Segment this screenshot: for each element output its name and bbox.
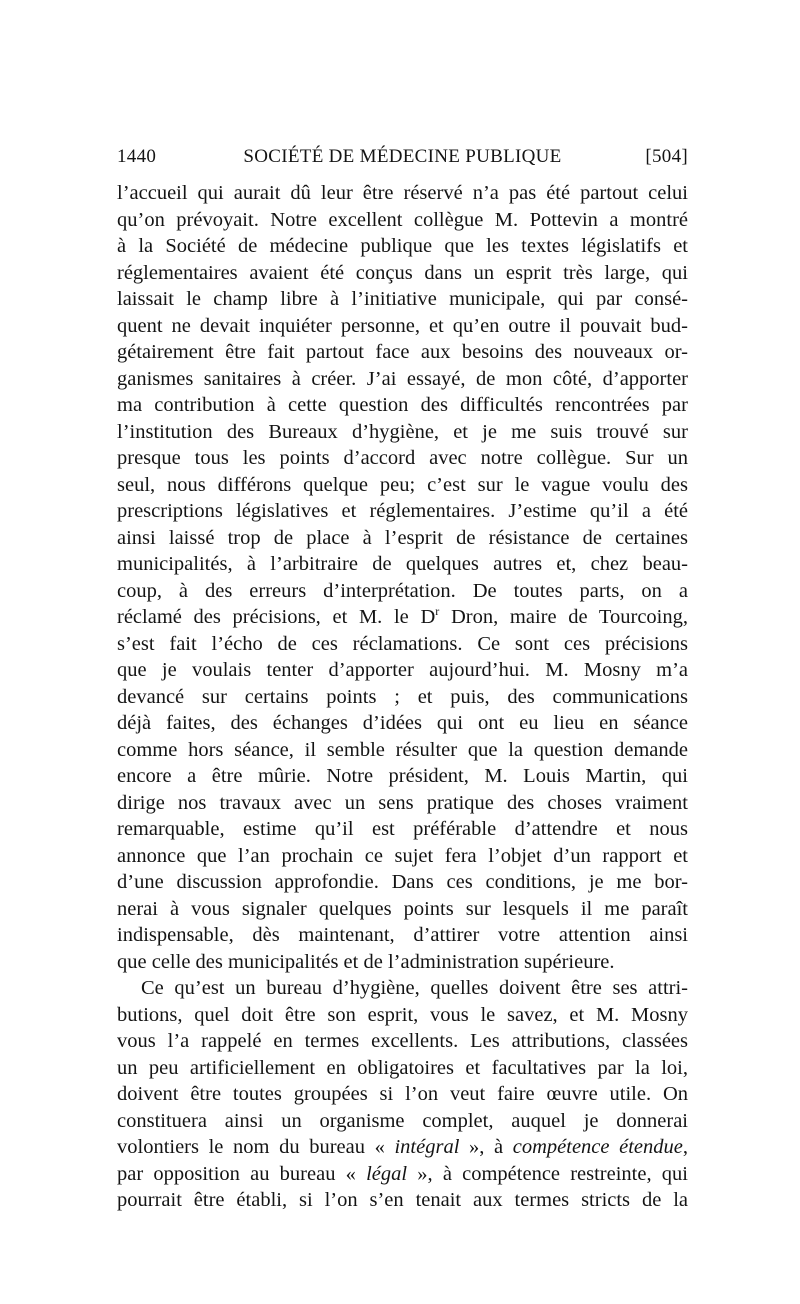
text-line: comme hors séance, il semble résulter que la question demande: [117, 738, 688, 761]
text-line: déjà faites, des échanges d’idées qui ont eu lieu en séance: [117, 712, 688, 734]
text-fragment: », à compétence restreinte, qui: [407, 1162, 688, 1185]
text-fragment: par opposition au bureau «: [117, 1162, 367, 1185]
text-fragment: réclamé des précisions, et M. le D: [117, 606, 436, 628]
text-line: annonce que l’an prochain ce sujet fera l’objet d’un rapport et: [117, 844, 688, 867]
text-line: gétairement être fait partout face aux besoins des nouveaux or-: [117, 341, 688, 363]
text-line: qu’on prévoyait. Notre excellent collègue M. Pottevin a montré: [117, 208, 688, 231]
superscript: r: [435, 604, 440, 619]
text-line: réglementaires avaient été conçus dans un esprit très large, qui: [117, 261, 688, 284]
original-page-number: [504]: [645, 146, 688, 167]
running-title: SOCIÉTÉ DE MÉDECINE PUBLIQUE: [243, 146, 562, 167]
text-line: presque tous les points d’accord avec notre collègue. Sur un: [117, 447, 688, 469]
text-line: prescriptions législatives et réglementaires. J’estime qu’il a été: [117, 500, 688, 522]
text-line: s’est fait l’écho de ces réclamations. Ce sont ces précisions: [117, 632, 688, 655]
text-line: [117, 604, 688, 631]
text-line: butions, quel doit être son esprit, vous le savez, et M. Mosny: [117, 1003, 688, 1026]
text-line: ganismes sanitaires à créer. J’ai essayé, de mon côté, d’apporter: [117, 367, 688, 390]
text-line: ma contribution à cette question des difficultés rencontrées par: [117, 394, 688, 416]
text-line: vous l’a rappelé en termes excellents. Les attributions, classées: [117, 1030, 688, 1052]
text-line: seul, nous différons quelque peu; c’est sur le vague voulu des: [117, 473, 688, 496]
italic-term: intégral: [394, 1136, 460, 1158]
text-line: [117, 1161, 688, 1188]
text-line: un peu artificiellement en obligatoires et facultatives par la loi,: [117, 1056, 688, 1079]
text-line: l’institution des Bureaux d’hygiène, et je me suis trouvé sur: [117, 420, 688, 443]
text-fragment: volontiers le nom du bureau «: [117, 1136, 395, 1158]
italic-term: légal: [366, 1162, 408, 1185]
text-line: dirige nos travaux avec un sens pratique des choses vraiment: [117, 791, 688, 814]
text-fragment: ,: [682, 1136, 688, 1158]
text-line: devancé sur certains points ; et puis, des communications: [117, 685, 688, 708]
text-line: coup, à des erreurs d’interprétation. De toutes parts, on a: [117, 579, 688, 602]
text-line: nerai à vous signaler quelques points sur lesquels il me paraît: [117, 897, 688, 920]
text-line: ainsi laissé trop de place à l’esprit de résistance de certaines: [117, 526, 688, 549]
text-line: quent ne devait inquiéter personne, et qu’en outre il pouvait bud-: [117, 314, 688, 337]
text-fragment: », à: [459, 1136, 513, 1158]
text-line: encore a être mûrie. Notre président, M. Louis Martin, qui: [117, 765, 688, 787]
page-number: 1440: [117, 146, 157, 167]
text-line: laissait le champ libre à l’initiative municipale, qui par consé-: [117, 288, 688, 310]
text-line: l’accueil qui aurait dû leur être réservé n’a pas été partout celui: [117, 182, 688, 204]
paragraph-2: [117, 975, 688, 1214]
text-line: municipalités, à l’arbitraire de quelques autres et, chez beau-: [117, 553, 688, 575]
text-line: remarquable, estime qu’il est préférable d’attendre et nous: [117, 818, 688, 840]
text-line: que je voulais tenter d’apporter aujourd’hui. M. Mosny m’a: [117, 659, 688, 681]
text-line: à la Société de médecine publique que les textes législatifs et: [117, 235, 688, 257]
text-line: que celle des municipalités et de l’administration supérieure.: [117, 950, 615, 973]
text-line: constituera ainsi un organisme complet, auquel je donnerai: [117, 1109, 688, 1132]
italic-term: compétence étendue: [512, 1136, 683, 1158]
text-line: [117, 1134, 688, 1161]
text-line: doivent être toutes groupées si l’on veut faire œuvre utile. On: [117, 1083, 688, 1105]
body-text: [117, 180, 688, 1214]
text-line: d’une discussion approfondie. Dans ces conditions, je me bor-: [117, 871, 688, 893]
text-line: Ce qu’est un bureau d’hygiène, quelles doivent être ses attri-: [141, 977, 688, 999]
text-line: pourrait être établi, si l’on s’en tenait aux termes stricts de la: [117, 1189, 688, 1211]
paragraph-1: [117, 180, 688, 975]
text-line: indispensable, dès maintenant, d’attirer votre attention ainsi: [117, 924, 688, 946]
running-header: [117, 146, 688, 172]
text-fragment: Dron, maire de Tourcoing,: [439, 606, 688, 628]
